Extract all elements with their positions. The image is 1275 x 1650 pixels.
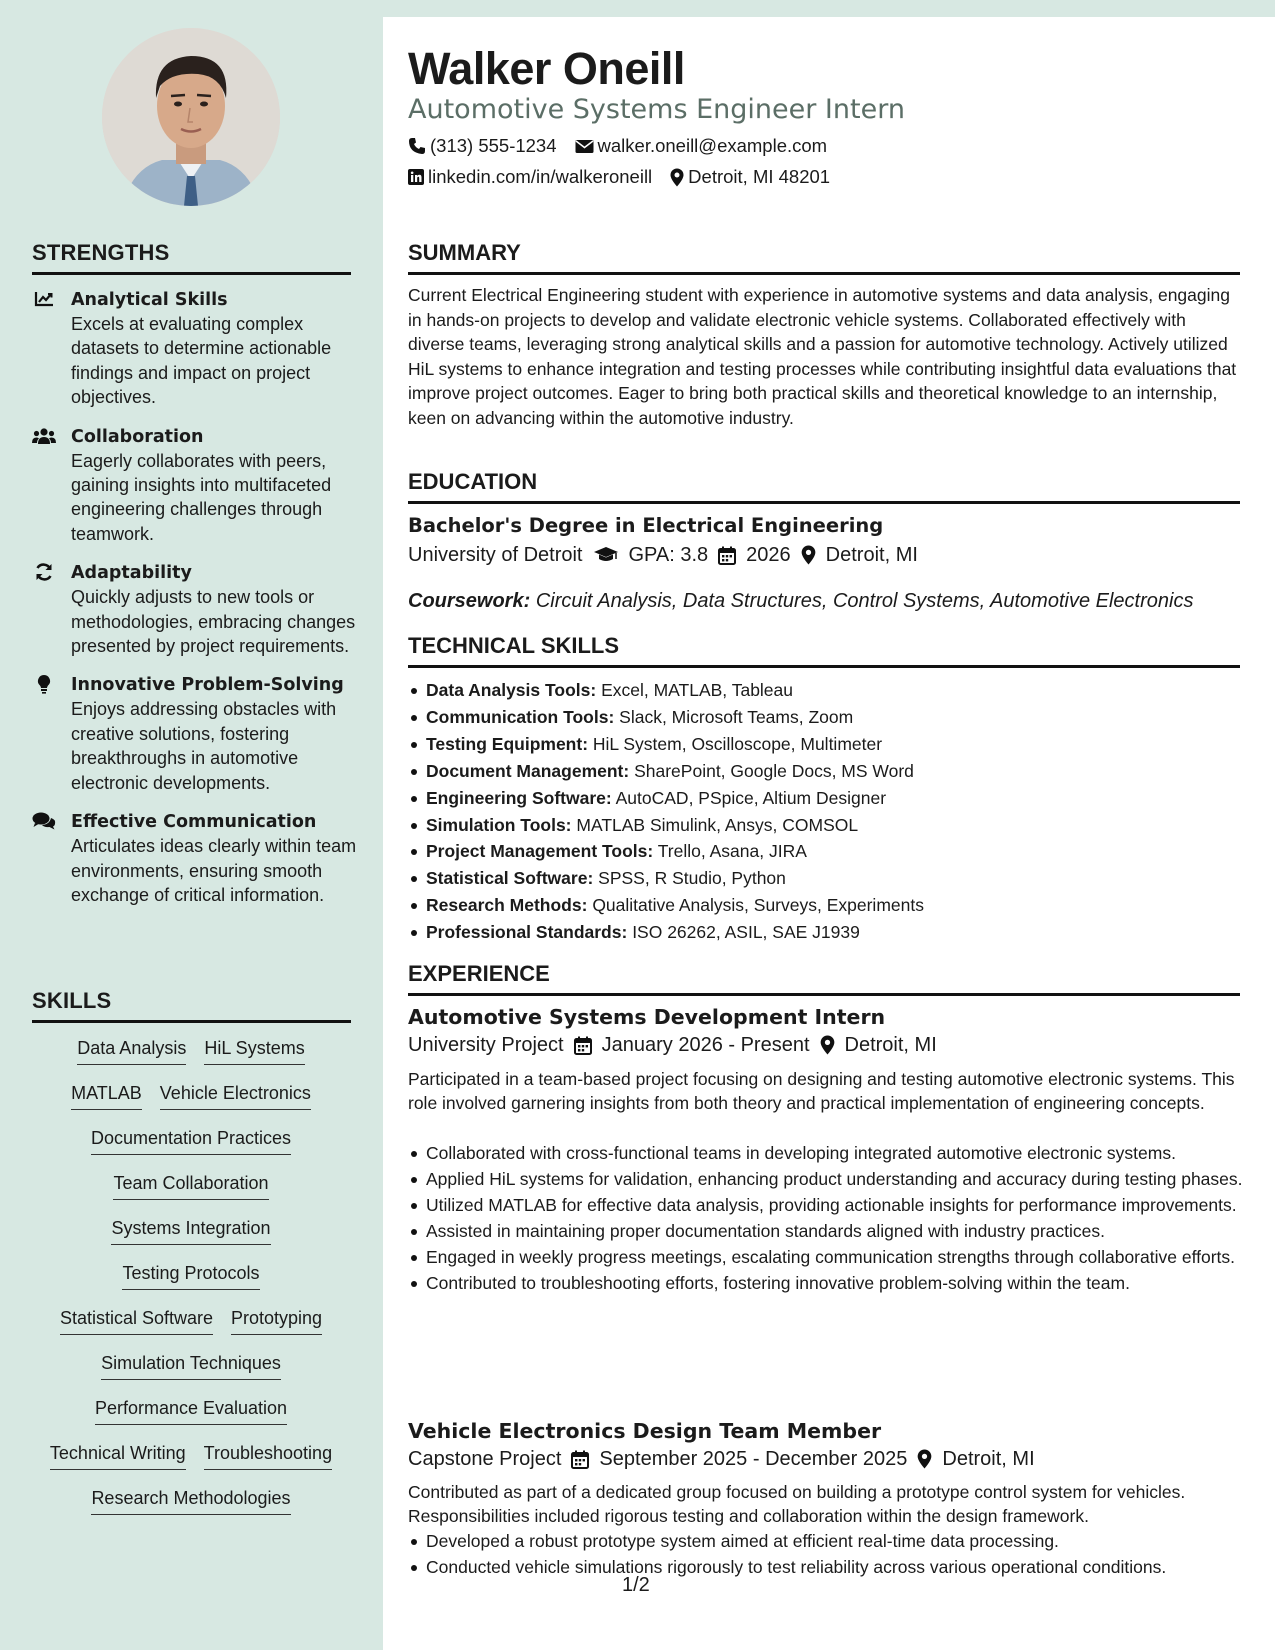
email-link[interactable]: walker.oneill@example.com: [597, 135, 828, 156]
map-pin-icon: [670, 168, 684, 187]
list-item: [408, 758, 1243, 785]
skill-values: MATLAB Simulink, Ansys, COMSOL: [576, 814, 859, 835]
school-name: University of Detroit: [408, 544, 583, 566]
skill-tag: Documentation Practices: [91, 1126, 291, 1155]
skill-tag: Prototyping: [231, 1306, 322, 1335]
skill-category: Project Management Tools:: [426, 841, 654, 862]
profile-photo: [102, 28, 280, 206]
technical-skills-list: [408, 677, 1243, 946]
skill-values: AutoCAD, PSpice, Altium Designer: [615, 787, 887, 808]
strength-description: Eagerly collaborates with peers, gaining insights into multifaceted engineering challenges through teamwork.: [71, 450, 332, 544]
strength-description: Quickly adjusts to new tools or methodologies, embracing changes presented by project requirements.: [71, 587, 356, 657]
education-meta: [408, 542, 918, 568]
email-contact[interactable]: [575, 134, 828, 158]
skill-values: SharePoint, Google Docs, MS Word: [634, 760, 914, 781]
skill-row: [30, 1441, 352, 1486]
skill-tag: MATLAB: [71, 1081, 142, 1110]
phone-number: (313) 555-1234: [430, 135, 557, 156]
skill-row: [30, 1486, 352, 1531]
strength-item: [32, 288, 362, 410]
linkedin-link[interactable]: linkedin.com/in/walkeroneill: [428, 166, 653, 187]
phone-contact: [408, 134, 557, 158]
list-item: [408, 704, 1243, 731]
list-item: Contributed to troubleshooting efforts, fostering innovative problem-solving within the team.: [408, 1271, 1243, 1295]
skill-row: [30, 1081, 352, 1126]
job-description: Participated in a team-based project focusing on designing and testing automotive electronic systems. This role involved garnering insights from both theory and practical implementation of engineering concepts.: [408, 1069, 1235, 1114]
skill-tag: Simulation Techniques: [101, 1351, 281, 1380]
skill-values: Trello, Asana, JIRA: [657, 841, 807, 862]
job-organization: Capstone Project: [408, 1448, 562, 1470]
phone-icon: [408, 137, 426, 155]
graduation-year: 2026: [746, 544, 791, 566]
strength-description: Excels at evaluating complex datasets to determine actionable findings and impact on project objectives.: [71, 314, 332, 408]
strength-item: [32, 810, 362, 907]
gpa-text: GPA: 3.8: [628, 544, 709, 566]
job-title: Automotive Systems Development Intern: [408, 1005, 886, 1029]
sync-icon: [32, 562, 56, 582]
skill-row: [30, 1126, 352, 1171]
list-item: [408, 838, 1243, 865]
list-item: Collaborated with cross-functional teams in developing integrated automotive electronic systems.: [408, 1141, 1243, 1165]
calendar-icon: [718, 546, 736, 565]
skill-values: Excel, MATLAB, Tableau: [601, 680, 794, 700]
list-item: Developed a robust prototype system aimed at efficient real-time data processing.: [408, 1529, 1243, 1553]
skill-category: Engineering Software:: [426, 787, 612, 808]
job-bullets: [408, 1141, 1243, 1297]
strength-item: [32, 673, 362, 795]
skill-category: Testing Equipment:: [426, 733, 589, 754]
skill-row: [30, 1396, 352, 1441]
skill-tag: Systems Integration: [111, 1216, 270, 1245]
skill-row: [30, 1261, 352, 1306]
graduation-cap-icon: [593, 546, 619, 564]
coursework-list: Circuit Analysis, Data Structures, Control Systems, Automotive Electronics: [535, 590, 1194, 612]
job-target-title: Automotive Systems Engineer Intern: [408, 94, 905, 125]
strength-description: Enjoys addressing obstacles with creative solutions, fostering breakthroughs in automotive electronic developments.: [71, 699, 337, 793]
skill-category: Document Management:: [426, 760, 630, 781]
strength-title: Collaboration: [71, 426, 204, 447]
skill-category: Simulation Tools:: [426, 814, 572, 835]
skill-tag: Team Collaboration: [113, 1171, 268, 1200]
skill-tag: Data Analysis: [77, 1036, 186, 1065]
summary-text: Current Electrical Engineering student with experience in automotive systems and data analysis, engaging in hands-on projects to develop and validate electronic vehicle systems. Collaborated effectively with diverse teams, leveraging strong analytical skills and a passion for automotive technology. Actively utilized HiL systems to enhance integration and testing processes while contributing insightful data evaluations that improve project outcomes. Eager to bring both practical skills and theoretical knowledge to an internship, keen on advancing within the automotive industry.: [408, 285, 1237, 428]
skill-category: Communication Tools:: [426, 706, 615, 727]
calendar-icon: [571, 1450, 589, 1469]
page-number: 1/2: [622, 1574, 650, 1596]
job-dates: September 2025 - December 2025: [599, 1448, 908, 1470]
skill-row: [30, 1306, 352, 1351]
avatar: [102, 28, 280, 206]
list-item: Utilized MATLAB for effective data analysis, providing actionable insights for performance improvements.: [408, 1193, 1243, 1217]
list-item: Assisted in maintaining proper documentation standards aligned with industry practices.: [408, 1219, 1243, 1243]
candidate-name: Walker Oneill: [408, 43, 685, 94]
job-meta: [408, 1446, 1035, 1472]
line-chart-icon: [32, 289, 56, 309]
strength-title: Effective Communication: [71, 812, 317, 833]
job-meta: [408, 1032, 937, 1058]
map-pin-icon: [820, 1035, 835, 1055]
skill-row: [30, 1351, 352, 1396]
coursework-line: [408, 588, 1193, 614]
list-item: [408, 812, 1243, 839]
coursework-label: Coursework:: [408, 590, 531, 612]
skill-tag: Research Methodologies: [91, 1486, 290, 1515]
skill-tag: Technical Writing: [50, 1441, 186, 1470]
skill-tag: HiL Systems: [204, 1036, 304, 1065]
job-organization: University Project: [408, 1034, 564, 1056]
list-item: [408, 785, 1243, 812]
skill-row: [30, 1171, 352, 1216]
job-dates: January 2026 - Present: [601, 1034, 810, 1056]
list-item: [408, 892, 1243, 919]
list-item: Applied HiL systems for validation, enhancing product understanding and accuracy during testing phases.: [408, 1167, 1243, 1191]
skill-values: Slack, Microsoft Teams, Zoom: [619, 706, 854, 727]
map-pin-icon: [801, 545, 816, 565]
strength-description: Articulates ideas clearly within team environments, ensuring smooth exchange of critical information.: [71, 836, 357, 905]
skill-tag: Testing Protocols: [122, 1261, 259, 1290]
skill-tag: Vehicle Electronics: [160, 1081, 311, 1110]
strengths-list: [32, 288, 362, 922]
job-description: Contributed as part of a dedicated group focused on building a prototype control system for vehicles. Responsibilities included rigorous testing and collaboration within the design framework.: [408, 1482, 1186, 1527]
location-text: Detroit, MI 48201: [688, 166, 831, 187]
experience-heading: EXPERIENCE: [408, 961, 1240, 996]
strength-title: Adaptability: [71, 563, 192, 584]
calendar-icon: [574, 1036, 592, 1055]
job-location: Detroit, MI: [942, 1448, 1035, 1470]
job-location: Detroit, MI: [844, 1034, 937, 1056]
summary-heading: SUMMARY: [408, 240, 1240, 275]
strength-item: [32, 561, 362, 658]
linkedin-contact[interactable]: [408, 165, 652, 189]
education-heading: EDUCATION: [408, 469, 1240, 504]
job-title: Vehicle Electronics Design Team Member: [408, 1419, 882, 1443]
school-location: Detroit, MI: [825, 544, 918, 566]
skill-category: Research Methods:: [426, 895, 588, 916]
skills-list: [30, 1036, 352, 1531]
skill-values: Qualitative Analysis, Surveys, Experiments: [592, 895, 924, 916]
skill-category: Data Analysis Tools:: [426, 680, 597, 700]
sidebar: [0, 0, 383, 1650]
skills-heading: SKILLS: [32, 988, 351, 1023]
technical-skills-heading: TECHNICAL SKILLS: [408, 633, 1240, 668]
skill-values: HiL System, Oscilloscope, Multimeter: [592, 733, 883, 754]
envelope-icon: [575, 139, 594, 154]
skill-values: SPSS, R Studio, Python: [598, 868, 786, 889]
skill-tag: Performance Evaluation: [95, 1396, 287, 1425]
skill-row: [30, 1216, 352, 1261]
list-item: [408, 731, 1243, 758]
contact-row: [408, 165, 830, 189]
strengths-heading: STRENGTHS: [32, 240, 351, 275]
list-item: [408, 919, 1243, 946]
location-contact: [670, 165, 830, 189]
strength-item: [32, 425, 362, 547]
contact-row: [408, 134, 827, 158]
skill-category: Statistical Software:: [426, 868, 594, 889]
skill-tag: Statistical Software: [60, 1306, 213, 1335]
job-bullets: [408, 1529, 1243, 1581]
skill-values: ISO 26262, ASIL, SAE J1939: [632, 922, 860, 943]
skill-tag: Troubleshooting: [204, 1441, 332, 1470]
users-icon: [32, 426, 56, 446]
main-content: [383, 17, 1275, 1650]
list-item: Engaged in weekly progress meetings, escalating communication strengths through collaborative efforts.: [408, 1245, 1243, 1269]
list-item: Conducted vehicle simulations rigorously to test reliability across various operational conditions.: [408, 1555, 1243, 1579]
lightbulb-icon: [32, 674, 56, 694]
degree-title: Bachelor's Degree in Electrical Engineering: [408, 514, 884, 537]
skill-category: Professional Standards:: [426, 922, 628, 943]
list-item: [408, 865, 1243, 892]
strength-title: Analytical Skills: [71, 290, 228, 310]
skill-row: [30, 1036, 352, 1081]
comments-icon: [32, 811, 56, 831]
list-item: [408, 677, 1243, 704]
map-pin-icon: [917, 1449, 932, 1469]
linkedin-icon: [408, 169, 424, 185]
strength-title: Innovative Problem-Solving: [71, 675, 344, 696]
